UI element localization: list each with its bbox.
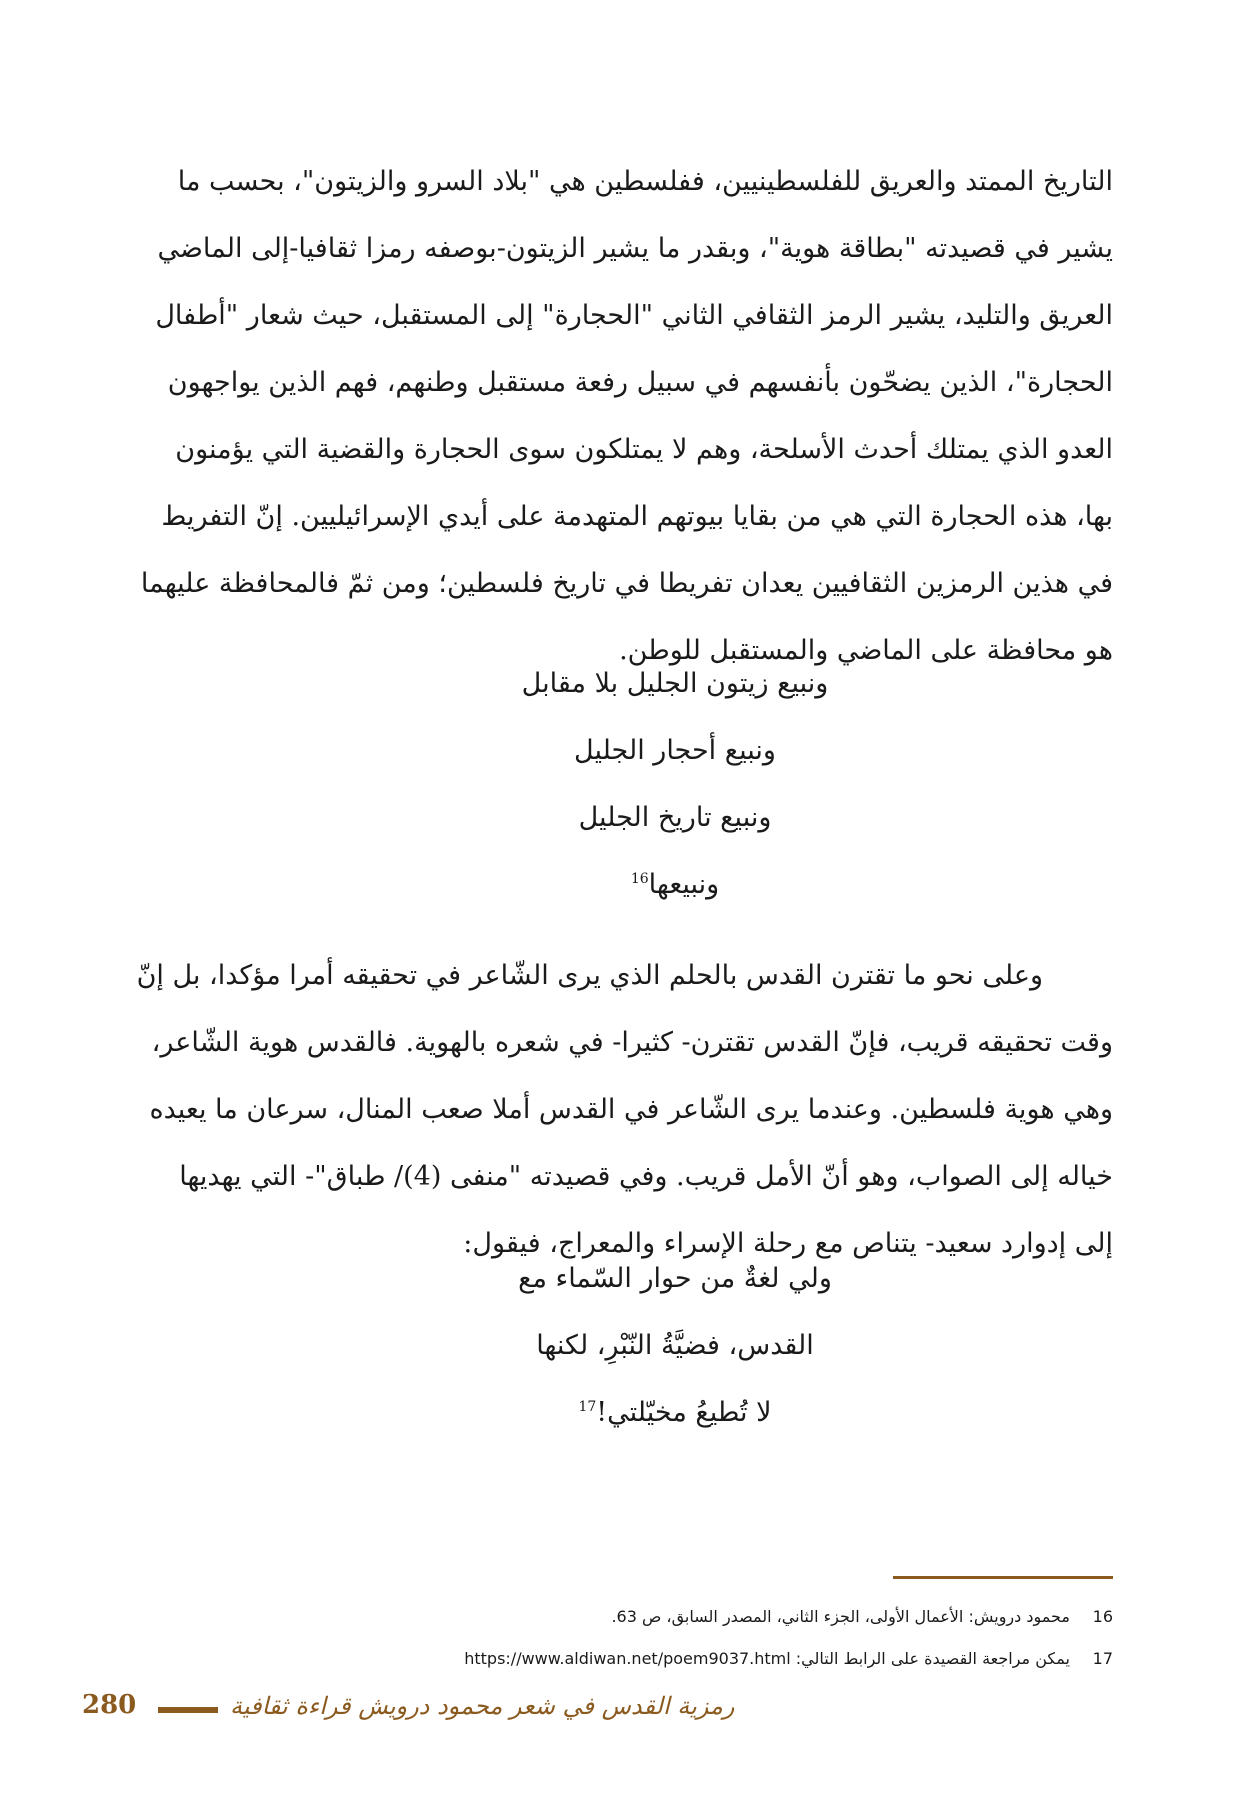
paragraph-line: العريق والتليد، يشير الرمز الثقافي الثاني "الحجارة" إلى المستقبل، حيث شعار "أطفال [155, 300, 1113, 331]
verse-line [90, 851, 1260, 918]
footnote-16 [147, 1596, 1113, 1638]
verse-line: ونبيع أحجار الجليل [574, 735, 776, 766]
paragraph-line: وهي هوية فلسطين. وعندما يرى الشّاعر في القدس أملا صعب المنال، سرعان ما يعيده [149, 1094, 1113, 1125]
paragraph-2 [136, 942, 1113, 1277]
verse-line: ونبيع زيتون الجليل بلا مقابل [521, 668, 829, 699]
paragraph-line: التاريخ الممتد والعريق للفلسطينيين، ففلسطين هي "بلاد السرو والزيتون"، بحسب ما [177, 166, 1113, 197]
paragraph-line: بها، هذه الحجارة التي هي من بقايا بيوتهم المتهدمة على أيدي الإسرائيليين. إنّ التفريط [161, 501, 1113, 532]
footer-bar [158, 1707, 218, 1713]
paragraph-line: إلى إدوارد سعيد- يتناص مع رحلة الإسراء والمعراج، فيقول: [463, 1228, 1113, 1259]
paragraph-line: وقت تحقيقه قريب، فإنّ القدس تقترن- كثيرا- في شعره بالهوية. فالقدس هوية الشّاعر، [151, 1027, 1113, 1058]
footnote-number: 17 [1092, 1649, 1113, 1668]
paragraph-line: هو محافظة على الماضي والمستقبل للوطن. [619, 635, 1113, 666]
paragraph-line: وعلى نحو ما تقترن القدس بالحلم الذي يرى الشّاعر في تحقيقه أمرا مؤكدا، بل إنّ [136, 960, 1043, 991]
paragraph-line: الحجارة"، الذين يضحّون بأنفسهم في سبيل رفعة مستقبل وطنهم، فهم الذين يواجهون [167, 367, 1113, 398]
verse-line [90, 1379, 1260, 1446]
paragraph-1 [140, 148, 1113, 684]
footnote-text: محمود درويش: الأعمال الأولى، الجزء الثاني، المصدر السابق، ص 63. [611, 1607, 1070, 1626]
footnotes [147, 1596, 1113, 1680]
footnote-number: 16 [1092, 1607, 1113, 1626]
page-number: 280 [82, 1690, 137, 1720]
page-footer [0, 1690, 1260, 1740]
verse-block-2 [0, 1245, 1260, 1446]
footnote-text-with-link[interactable]: يمكن مراجعة القصيدة على الرابط التالي: https://www.aldiwan.net/poem9037.html [464, 1649, 1070, 1668]
verse-last-line: ونبيعها [648, 869, 720, 900]
paragraph-line: يشير في قصيدته "بطاقة هوية"، وبقدر ما يشير الزيتون-بوصفه رمزا ثقافيا-إلى الماضي [157, 233, 1113, 264]
footnote-ref-17[interactable]: 17 [578, 1399, 597, 1415]
running-title: رمزية القدس في شعر محمود درويش قراءة ثقافية [230, 1692, 735, 1720]
footnote-ref-16[interactable]: 16 [630, 871, 649, 887]
footnote-17 [147, 1638, 1113, 1680]
paragraph-line: العدو الذي يمتلك أحدث الأسلحة، وهم لا يمتلكون سوى الحجارة والقضية التي يؤمنون [175, 434, 1113, 465]
paragraph-line: خياله إلى الصواب، وهو أنّ الأمل قريب. وفي قصيدته "منفى (4)/ طباق"- التي يهديها [179, 1161, 1113, 1192]
footnote-divider [893, 1576, 1113, 1579]
verse-last-line: لا تُطيعُ مخيّلتي! [596, 1397, 772, 1428]
paragraph-line: في هذين الرمزين الثقافيين يعدان تفريطا في تاريخ فلسطين؛ ومن ثمّ فالمحافظة عليهما [140, 568, 1113, 599]
verse-line: القدس، فضيَّةُ النّبْرِ، لكنها [536, 1330, 814, 1361]
verse-line: ونبيع تاريخ الجليل [578, 802, 772, 833]
verse-line: ولي لغةٌ من حوار السّماء مع [518, 1263, 832, 1294]
verse-block-1 [0, 650, 1260, 918]
